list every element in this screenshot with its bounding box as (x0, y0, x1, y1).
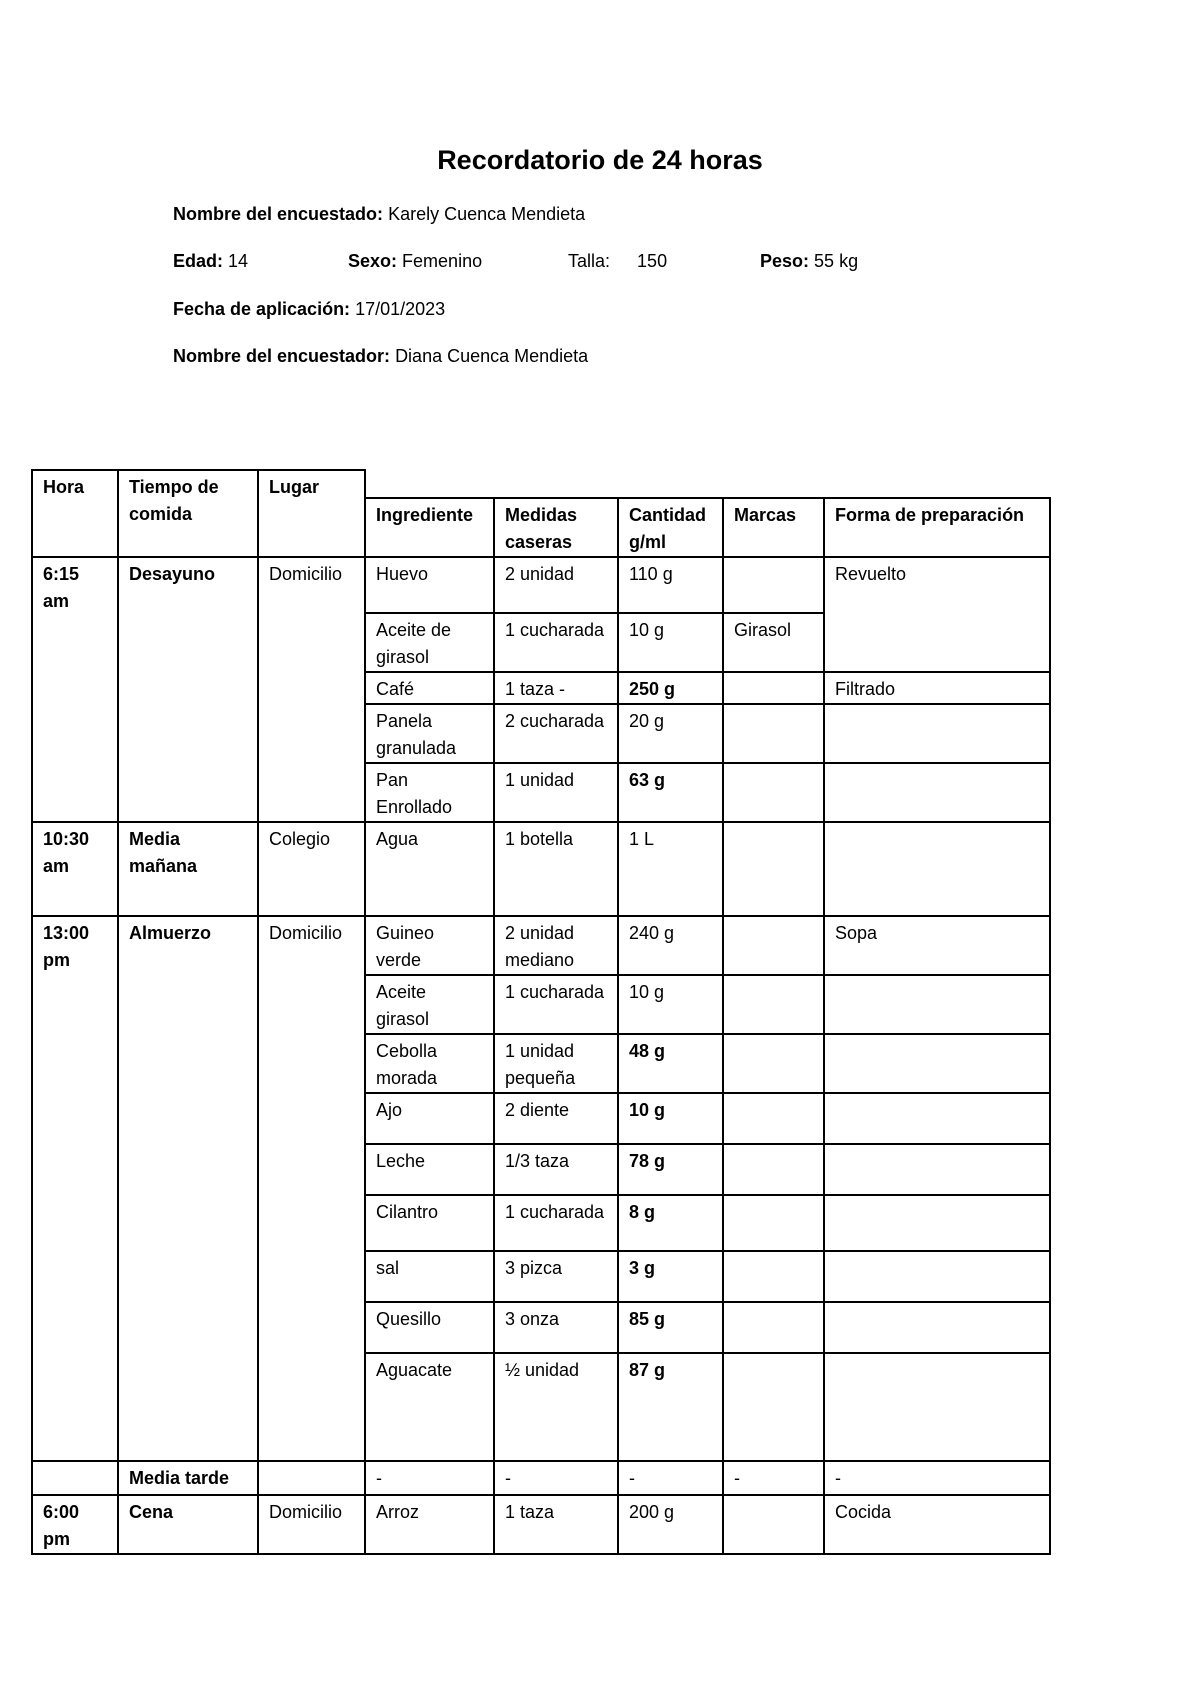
sexo-field (348, 251, 482, 272)
ingrediente-cell: Ajo (365, 1093, 494, 1144)
forma-cell (824, 1353, 1050, 1461)
sexo-value: Femenino (402, 251, 483, 271)
hora-cell: 6:15 am (32, 557, 118, 822)
marcas-cell (723, 822, 824, 916)
fecha-value: 17/01/2023 (355, 299, 446, 319)
header-cantidad: Cantidad g/ml (618, 498, 723, 557)
medidas-cell: 1 unidad (494, 763, 618, 822)
marcas-cell (723, 1093, 824, 1144)
encuestador-value: Diana Cuenca Mendieta (395, 346, 589, 366)
cantidad-cell: 240 g (618, 916, 723, 975)
forma-cell (824, 822, 1050, 916)
ingrediente-cell: Cebolla morada (365, 1034, 494, 1093)
cantidad-cell: 250 g (618, 672, 723, 704)
marcas-cell (723, 672, 824, 704)
medidas-cell: 2 unidad (494, 557, 618, 613)
peso-value: 55 kg (814, 251, 859, 271)
cantidad-cell: 1 L (618, 822, 723, 916)
forma-cell: Filtrado (824, 672, 1050, 704)
marcas-cell (723, 916, 824, 975)
header-medidas: Medidas caseras (494, 498, 618, 557)
table-row (32, 1461, 1050, 1495)
cantidad-cell: 10 g (618, 1093, 723, 1144)
cantidad-cell: 10 g (618, 613, 723, 672)
header-forma: Forma de preparación (824, 498, 1050, 557)
tiempo-cell: Desayuno (118, 557, 258, 822)
cantidad-cell: 87 g (618, 1353, 723, 1461)
talla-field (568, 251, 667, 272)
hora-cell: 13:00 pm (32, 916, 118, 1461)
forma-cell: Cocida (824, 1495, 1050, 1554)
recall-table (31, 469, 1051, 1555)
medidas-cell: 2 cucharada (494, 704, 618, 763)
header-hora: Hora (32, 470, 118, 557)
lugar-cell: Domicilio (258, 1495, 365, 1554)
forma-cell: Revuelto (824, 557, 1050, 672)
marcas-cell: - (723, 1461, 824, 1495)
medidas-cell: 1 unidad pequeña (494, 1034, 618, 1093)
medidas-cell: 2 diente (494, 1093, 618, 1144)
medidas-cell: 3 pizca (494, 1251, 618, 1302)
marcas-cell (723, 1251, 824, 1302)
page-title: Recordatorio de 24 horas (437, 145, 763, 175)
lugar-cell: Domicilio (258, 557, 365, 822)
marcas-cell (723, 557, 824, 613)
table-row (32, 1495, 1050, 1554)
talla-label: Talla: (568, 251, 611, 271)
ingrediente-cell: - (365, 1461, 494, 1495)
peso-field (760, 251, 858, 272)
ingrediente-cell: Arroz (365, 1495, 494, 1554)
header-lugar: Lugar (258, 470, 365, 557)
forma-cell (824, 1195, 1050, 1251)
marcas-cell (723, 1034, 824, 1093)
forma-cell (824, 704, 1050, 763)
encuestado-label: Nombre del encuestado: (173, 204, 384, 224)
cantidad-cell: 10 g (618, 975, 723, 1034)
hora-cell: 6:00 pm (32, 1495, 118, 1554)
marcas-cell (723, 704, 824, 763)
marcas-cell (723, 975, 824, 1034)
medidas-cell: 1 taza (494, 1495, 618, 1554)
cantidad-cell: 63 g (618, 763, 723, 822)
lugar-cell: Domicilio (258, 916, 365, 1461)
marcas-cell (723, 1353, 824, 1461)
encuestado-value: Karely Cuenca Mendieta (388, 204, 586, 224)
medidas-cell: 1 taza - (494, 672, 618, 704)
edad-field (173, 251, 248, 272)
ingrediente-cell: Pan Enrollado (365, 763, 494, 822)
forma-cell (824, 1251, 1050, 1302)
cantidad-cell: 110 g (618, 557, 723, 613)
medidas-cell: 2 unidad mediano (494, 916, 618, 975)
marcas-cell (723, 1195, 824, 1251)
cantidad-cell: 200 g (618, 1495, 723, 1554)
marcas-cell (723, 763, 824, 822)
header-tiempo: Tiempo de comida (118, 470, 258, 557)
marcas-cell (723, 1302, 824, 1353)
tiempo-cell: Media tarde (118, 1461, 258, 1495)
ingrediente-cell: Cilantro (365, 1195, 494, 1251)
ingrediente-cell: Quesillo (365, 1302, 494, 1353)
hora-cell (32, 1461, 118, 1495)
medidas-cell: 1/3 taza (494, 1144, 618, 1195)
cantidad-cell: - (618, 1461, 723, 1495)
cantidad-cell: 3 g (618, 1251, 723, 1302)
cantidad-cell: 48 g (618, 1034, 723, 1093)
ingrediente-cell: Guineo verde (365, 916, 494, 975)
forma-cell: Sopa (824, 916, 1050, 975)
ingrediente-cell: Aceite girasol (365, 975, 494, 1034)
talla-value: 150 (637, 251, 668, 271)
peso-label: Peso: (760, 251, 810, 271)
encuestador-label: Nombre del encuestador: (173, 346, 391, 366)
tiempo-cell: Almuerzo (118, 916, 258, 1461)
forma-cell (824, 763, 1050, 822)
marcas-cell (723, 1495, 824, 1554)
forma-cell (824, 1302, 1050, 1353)
cantidad-cell: 20 g (618, 704, 723, 763)
ingrediente-cell: Panela granulada (365, 704, 494, 763)
medidas-cell: 3 onza (494, 1302, 618, 1353)
ingrediente-cell: Aguacate (365, 1353, 494, 1461)
encuestado-field (173, 204, 585, 225)
fecha-label: Fecha de aplicación: (173, 299, 351, 319)
forma-cell: - (824, 1461, 1050, 1495)
marcas-cell: Girasol (723, 613, 824, 672)
ingrediente-cell: Café (365, 672, 494, 704)
ingrediente-cell: Leche (365, 1144, 494, 1195)
tiempo-cell: Media mañana (118, 822, 258, 916)
header-marcas: Marcas (723, 498, 824, 557)
medidas-cell: 1 cucharada (494, 1195, 618, 1251)
cantidad-cell: 8 g (618, 1195, 723, 1251)
edad-value: 14 (228, 251, 249, 271)
forma-cell (824, 1144, 1050, 1195)
medidas-cell: - (494, 1461, 618, 1495)
marcas-cell (723, 1144, 824, 1195)
ingrediente-cell: sal (365, 1251, 494, 1302)
header-ingrediente: Ingrediente (365, 498, 494, 557)
table-row (32, 557, 1050, 613)
lugar-cell: Colegio (258, 822, 365, 916)
header-row-top (32, 470, 1050, 498)
ingrediente-cell: Huevo (365, 557, 494, 613)
edad-label: Edad: (173, 251, 224, 271)
encuestador-field (173, 346, 588, 367)
medidas-cell: 1 cucharada (494, 613, 618, 672)
table-row (32, 916, 1050, 975)
sexo-label: Sexo: (348, 251, 398, 271)
forma-cell (824, 1034, 1050, 1093)
cantidad-cell: 85 g (618, 1302, 723, 1353)
forma-cell (824, 975, 1050, 1034)
tiempo-cell: Cena (118, 1495, 258, 1554)
cantidad-cell: 78 g (618, 1144, 723, 1195)
medidas-cell: 1 botella (494, 822, 618, 916)
medidas-cell: ½ unidad (494, 1353, 618, 1461)
table-row (32, 822, 1050, 916)
fecha-field (173, 299, 445, 320)
lugar-cell (258, 1461, 365, 1495)
header-spacer (365, 470, 1050, 498)
medidas-cell: 1 cucharada (494, 975, 618, 1034)
ingrediente-cell: Aceite de girasol (365, 613, 494, 672)
ingrediente-cell: Agua (365, 822, 494, 916)
hora-cell: 10:30 am (32, 822, 118, 916)
forma-cell (824, 1093, 1050, 1144)
